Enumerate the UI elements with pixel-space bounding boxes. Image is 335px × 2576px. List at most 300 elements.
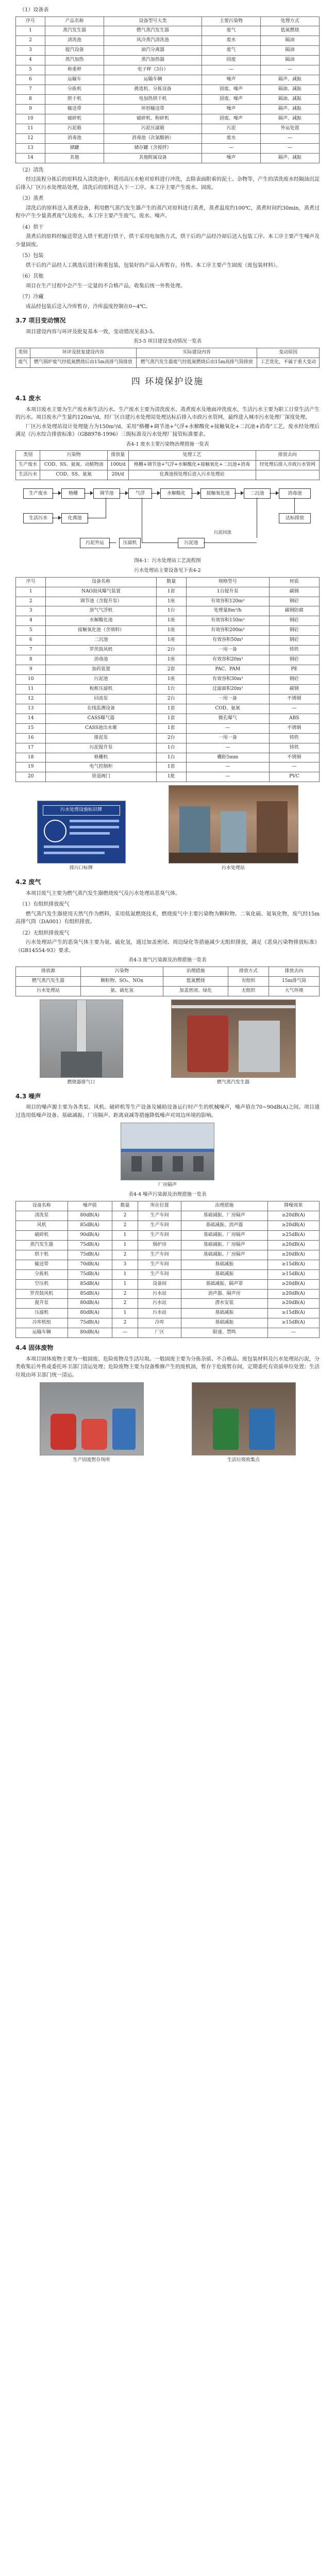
- exhaust-cell: 大气环境: [269, 986, 319, 996]
- noise-cell: 清洗泵: [16, 1211, 68, 1221]
- exhaust-header-1: 污染物: [81, 967, 163, 977]
- treatment-equipment-cell: 钢砼: [269, 616, 319, 626]
- noise-cell: 生产车间: [138, 1260, 181, 1269]
- domestic-waste-caption: 生活垃圾收集点: [227, 1458, 260, 1463]
- noise-row: [16, 1289, 320, 1299]
- equipment-table-wrap: [15, 16, 320, 163]
- noise-cell: 厂区: [138, 1328, 181, 1338]
- treatment-equipment-cell: 有效容积120m³: [186, 597, 269, 606]
- exhaust-cell: 燃气蒸汽发生器: [16, 977, 81, 987]
- flow-disinfect: 消毒池: [279, 488, 311, 499]
- treatment-equipment-cell: 接触氧化池（含填料）: [46, 626, 156, 636]
- treatment-equipment-cell: 栅距5mm: [186, 753, 269, 762]
- factory-building-photo: [121, 1123, 214, 1180]
- noise-cell: 空压机: [16, 1279, 68, 1289]
- treatment-equipment-cell: CASS池出水堰: [46, 723, 156, 733]
- treatment-equipment-row: [16, 743, 320, 753]
- equipment-cell: 其他附属设备: [104, 153, 202, 163]
- equipment-cell: —: [260, 65, 319, 75]
- treatment-equipment-row: [16, 753, 320, 762]
- exhaust-cell: 低氮燃烧: [163, 977, 228, 987]
- treatment-equipment-cell: 1套: [156, 714, 186, 723]
- noise-cell: 80dB(A): [68, 1328, 112, 1338]
- treatment-equipment-cell: 14: [16, 714, 46, 723]
- equipment-cell: 14: [16, 153, 45, 163]
- noise-cell: 80dB(A): [68, 1299, 112, 1309]
- noise-cell: 生产车间: [138, 1269, 181, 1279]
- equipment-cell: 输送带: [45, 104, 104, 114]
- treatment-equipment-row: [16, 704, 320, 714]
- treatment-equipment-row: [16, 606, 320, 616]
- treatment-equipment-cell: 有效容积50m³: [186, 636, 269, 646]
- noise-cell: 2: [112, 1318, 138, 1328]
- treatment-equipment-cell: 17: [16, 743, 46, 753]
- noise-cell: 基础减振、厂房隔声: [181, 1211, 268, 1221]
- equipment-cell: 隔油、减振: [260, 85, 319, 95]
- exhaust-cell: 污水处理站: [16, 986, 81, 996]
- noise-cell: 污水站: [138, 1289, 181, 1299]
- equipment-cell: 低氮燃烧: [260, 26, 319, 36]
- noise-cell: 80dB(A): [68, 1309, 112, 1318]
- wastewater-cell: [256, 470, 319, 480]
- treatment-equipment-cell: —: [186, 762, 269, 772]
- noise-cell: 基础减振、隔声罩: [181, 1279, 268, 1289]
- treatment-equipment-cell: 一用一备: [186, 646, 269, 655]
- treatment-equipment-cell: 20: [16, 772, 46, 782]
- equipment-cell: 蒸汽加热: [45, 56, 104, 65]
- equipment-heading: （1）设备表: [20, 7, 49, 13]
- flow-domestic: 生活污水: [23, 513, 53, 523]
- equipment-cell: 消毒池（次氯酸钠）: [104, 133, 202, 143]
- flow-reflux-label: 污泥回流: [214, 530, 232, 536]
- burner-caption: 燃烧器排气口: [67, 1079, 95, 1085]
- noise-cell: 2: [112, 1289, 138, 1299]
- equipment-cell: 5: [16, 65, 45, 75]
- treatment-equipment-cell: NAO鼓风曝气装置: [46, 587, 156, 597]
- equipment-row: [16, 56, 320, 65]
- treatment-equipment-row: [16, 636, 320, 646]
- noise-cell: 冷库机组: [16, 1318, 68, 1328]
- equipment-cell: 风冷蒸汽清洗池: [104, 36, 202, 46]
- treatment-equipment-row: [16, 587, 320, 597]
- solid-waste-photos: [15, 1382, 320, 1464]
- noise-row: [16, 1299, 320, 1309]
- equipment-cell: 固废、噪声: [202, 85, 260, 95]
- equipment-cell: 隔油: [260, 46, 319, 56]
- exhaust-para-1: 本项目废气主要为燃气蒸汽发生器燃烧废气及污水处理站恶臭气体。: [26, 890, 180, 896]
- treatment-equipment-cell: 处理量8m³/h: [186, 606, 269, 616]
- equipment-cell: 6: [16, 75, 45, 85]
- noise-cell: ≥15dB(A): [267, 1260, 319, 1269]
- treatment-equipment-cell: 12: [16, 694, 46, 704]
- treatment-equipment-cell: 1套: [156, 723, 186, 733]
- noise-cell: 输送带: [16, 1260, 68, 1269]
- noise-row: [16, 1309, 320, 1318]
- flow-oxid: 接触氧化池: [200, 488, 236, 499]
- flow-grille: 格栅: [61, 488, 85, 499]
- equipment-cell: 隔油: [260, 36, 319, 46]
- exhaust-sub-1: （1）有组织排放废气: [20, 902, 70, 908]
- equipment-row: [16, 26, 320, 36]
- equipment-cell: 9: [16, 104, 45, 114]
- flow-caption: 图4-1：污水处理站工艺流程图: [134, 558, 201, 564]
- sign-text: 污水处理设施标识牌: [43, 805, 120, 816]
- wastewater-flow-diagram: [23, 483, 312, 555]
- equipment-row: [16, 114, 320, 124]
- equipment-row: [16, 65, 320, 75]
- exhaust-cell: 氨、硫化氢: [81, 986, 163, 996]
- treatment-equipment-row: [16, 646, 320, 655]
- noise-cell: ≥20dB(A): [267, 1289, 319, 1299]
- treatment-equipment-cell: 不锈钢: [269, 694, 319, 704]
- equipment-cell: 隔油、减振: [260, 95, 319, 105]
- exhaust-photos: [15, 999, 320, 1087]
- noise-cell: ≥20dB(A): [267, 1299, 319, 1309]
- treatment-equipment-cell: 碳钢: [269, 684, 319, 694]
- treatment-equipment-cell: 在线监测设备: [46, 704, 156, 714]
- equipment-cell: 固废、噪声: [202, 114, 260, 124]
- treatment-equipment-cell: 1台: [156, 606, 186, 616]
- treatment-equipment-cell: 碳钢: [269, 587, 319, 597]
- treatment-station-photo: [169, 785, 298, 863]
- equipment-row: [16, 104, 320, 114]
- treatment-equipment-cell: PE: [269, 665, 319, 675]
- noise-cell: ≥20dB(A): [267, 1240, 319, 1250]
- treatment-equipment-cell: 污泥提升泵: [46, 743, 156, 753]
- treatment-equipment-cell: 碳钢防腐: [269, 606, 319, 616]
- noise-cell: 分拣机: [16, 1269, 68, 1279]
- process-note-text: 烘干后的产品经人工挑选后进行称重包装，包装好的产品入库暂存，待售。本工序主要产生固废（废包装材料）。: [26, 262, 281, 268]
- change-row: [16, 358, 320, 367]
- process-note-heading: （6）其他: [20, 274, 44, 280]
- treatment-equipment-cell: 钢砼: [269, 626, 319, 636]
- process-note-text: 蒸煮后的原料经输送带送入烘干机进行烘干，烘干采用电加热方式，烘干后的产品经冷却后送入包装工序。本工序主要产生噪声及少量固废。: [15, 234, 320, 248]
- change-table: [15, 348, 320, 368]
- treatment-equipment-cell: 回流泵: [46, 694, 156, 704]
- equipment-cell: 3: [16, 46, 45, 56]
- equipment-table: [15, 16, 320, 163]
- equip-caption: 污水处理站主要设备见下表4-2: [134, 567, 201, 573]
- noise-row: [16, 1269, 320, 1279]
- treatment-equipment-cell: 1座: [156, 655, 186, 665]
- treatment-equipment-row: [16, 714, 320, 723]
- exhaust-cell: 加盖密闭、绿化: [163, 986, 228, 996]
- wastewater-cell: 化粪池预处理后进入污水处理站: [128, 470, 256, 480]
- noise-cell: 85dB(A): [68, 1279, 112, 1289]
- section-3-7-title: 3.7 项目变动情况: [15, 317, 66, 325]
- treatment-equipment-cell: ABS: [269, 714, 319, 723]
- treatment-equipment-cell: 有效容积30m³: [186, 675, 269, 685]
- equipment-cell: 废水: [202, 36, 260, 46]
- treatment-equipment-cell: 不锈钢: [269, 723, 319, 733]
- treatment-equipment-cell: 3: [16, 606, 46, 616]
- equipment-cell: 储存罐（含搅拌）: [104, 143, 202, 153]
- section-4-2-title: 4.2 废气: [15, 878, 41, 886]
- flow-septic: 化粪池: [61, 513, 88, 523]
- treatment-equipment-table: [15, 577, 320, 783]
- burner-exhaust-photo: [40, 999, 123, 1078]
- noise-cell: 2: [112, 1221, 138, 1230]
- noise-cell: 85dB(A): [68, 1289, 112, 1299]
- treatment-equipment-cell: 一用一备: [186, 733, 269, 743]
- change-cell: 工艺优化，不属于重大变动: [257, 358, 320, 367]
- noise-cell: ≥20dB(A): [267, 1279, 319, 1289]
- treatment-equipment-cell: 1台: [156, 684, 186, 694]
- treatment-equipment-cell: 1套: [156, 762, 186, 772]
- noise-cell: 提升泵: [16, 1299, 68, 1309]
- noise-cell: 冷库: [138, 1318, 181, 1328]
- change-cell: 燃气锅炉废气经低氮燃烧后由15m高排气筒排放: [30, 358, 136, 367]
- treatment-equipment-cell: 微孔曝气: [186, 714, 269, 723]
- equipment-cell: 其他: [45, 153, 104, 163]
- process-note-heading: （2）清洗: [20, 167, 44, 173]
- exhaust-cell: 15m排气筒: [269, 977, 319, 987]
- flow-settle: 二沉池: [244, 488, 271, 499]
- treatment-equipment-cell: 2台: [156, 733, 186, 743]
- equipment-cell: 隔声、减振: [260, 75, 319, 85]
- noise-row: [16, 1221, 320, 1230]
- noise-cell: 85dB(A): [68, 1221, 112, 1230]
- equipment-row: [16, 143, 320, 153]
- noise-cell: 90dB(A): [68, 1230, 112, 1240]
- noise-cell: 罗茨鼓风机: [16, 1289, 68, 1299]
- treatment-equipment-cell: 加药装置: [46, 665, 156, 675]
- change-cell: 燃气蒸汽发生器废气经低氮燃烧后由15m高排气筒排放: [137, 358, 257, 367]
- treatment-equipment-cell: 1座: [156, 597, 186, 606]
- equipment-cell: —: [260, 143, 319, 153]
- production-waste-photo: [40, 1382, 144, 1455]
- noise-cell: 破碎机: [16, 1230, 68, 1240]
- noise-header-0: 设备名称: [16, 1201, 68, 1211]
- noise-cell: 基础减振: [181, 1318, 268, 1328]
- noise-cell: 锅炉房: [138, 1240, 181, 1250]
- treatment-equipment-cell: 1: [16, 587, 46, 597]
- equipment-row: [16, 133, 320, 143]
- equipment-cell: 消毒池: [45, 133, 104, 143]
- noise-cell: 风机: [16, 1221, 68, 1230]
- process-note-text: 成品经包装后送入冷库暂存，冷库温度控制在0~4℃。: [26, 303, 151, 310]
- noise-row: [16, 1318, 320, 1328]
- treatment-equipment-cell: PAC、PAM: [186, 665, 269, 675]
- wastewater-header-2: 排放量: [107, 451, 128, 461]
- treatment-equipment-cell: 过滤面积20m²: [186, 684, 269, 694]
- change-cell: 废气: [16, 358, 30, 367]
- equipment-cell: 清洗池: [45, 36, 104, 46]
- treatment-equipment-cell: 管道阀门: [46, 772, 156, 782]
- exhaust-sub-2: （2）无组织排放废气: [20, 930, 70, 936]
- noise-header-4: 治理措施: [181, 1201, 268, 1211]
- noise-cell: 基础减振、消声器: [181, 1221, 268, 1230]
- process-note-text: 经过流程分拣后的原料投入清洗池中，利用高压水枪对原料进行冲洗，去除表面附着的泥土、杂物等，产生的清洗废水经隔油沉淀后排入厂区污水处理站处理，清洗后的原料送入下一工序。本工序主要产生废水、固废。: [15, 177, 320, 191]
- treatment-equipment-cell: 1批: [156, 772, 186, 782]
- treatment-equipment-cell: 板框压滤机: [46, 684, 156, 694]
- equipment-row: [16, 85, 320, 95]
- treatment-equipment-cell: 铸铁: [269, 743, 319, 753]
- noise-cell: 1: [112, 1240, 138, 1250]
- noise-cell: 烘干机: [16, 1250, 68, 1260]
- wastewater-cell: 100t/d: [107, 461, 128, 470]
- treatment-equipment-cell: 有效容积200m³: [186, 626, 269, 636]
- equipment-row: [16, 46, 320, 56]
- process-note-heading: （7）冷藏: [20, 294, 44, 300]
- equipment-cell: 废气: [202, 46, 260, 56]
- equipment-header-3: 主要污染物: [202, 16, 260, 26]
- noise-cell: 基础减振、厂房隔声: [181, 1240, 268, 1250]
- noise-cell: 生产车间: [138, 1250, 181, 1260]
- treatment-equipment-cell: 10: [16, 675, 46, 685]
- noise-cell: 设备间: [138, 1279, 181, 1289]
- noise-cell: 污水站: [138, 1299, 181, 1309]
- treatment-equipment-cell: 15: [16, 723, 46, 733]
- equipment-header-1: 产品名称: [45, 16, 104, 26]
- exhaust-cell: 颗粒物、SO₂、NOx: [81, 977, 163, 987]
- noise-cell: 1: [112, 1269, 138, 1279]
- steam-generator-photo: [171, 999, 296, 1078]
- noise-cell: 80dB(A): [68, 1211, 112, 1221]
- wastewater-header-0: 类别: [16, 451, 40, 461]
- treatment-equipment-cell: COD、氨氮: [186, 704, 269, 714]
- equipment-cell: —: [202, 65, 260, 75]
- treatment-equipment-row: [16, 762, 320, 772]
- flow-float: 气浮: [128, 488, 152, 499]
- noise-row: [16, 1240, 320, 1250]
- exhaust-para-3: 污水处理站产生的恶臭气体主要为氨、硫化氢，通过加盖密闭、周边绿化等措施减少无组织排放，满足《恶臭污染物排放标准》（GB14554-93）要求。: [15, 940, 320, 954]
- equipment-cell: 污泥箱: [45, 124, 104, 133]
- wastewater-cell: COD、SS、氨氮、动植物油: [40, 461, 107, 470]
- exhaust-header-4: 排放去向: [269, 967, 319, 977]
- equipment-cell: 废气: [202, 26, 260, 36]
- equipment-cell: —: [202, 143, 260, 153]
- equipment-cell: 13: [16, 143, 45, 153]
- exhaust-header-0: 排放源: [16, 967, 81, 977]
- change-header-0: 类别: [16, 348, 30, 358]
- equipment-cell: 10: [16, 114, 45, 124]
- table-3-5-caption: 表3-5 项目建设变动情况一览表: [133, 338, 202, 345]
- treatment-equipment-cell: 19: [16, 762, 46, 772]
- noise-header-3: 所在位置: [138, 1201, 181, 1211]
- treatment-equipment-cell: 有效容积150m³: [186, 616, 269, 626]
- noise-row: [16, 1328, 320, 1338]
- treatment-equipment-cell: 1台: [156, 753, 186, 762]
- flow-sludge: 污泥池: [178, 538, 205, 548]
- equipment-cell: 提汽设备: [45, 46, 104, 56]
- treatment-equipment-cell: 电气控制柜: [46, 762, 156, 772]
- treatment-equipment-header-2: 数量: [156, 577, 186, 587]
- noise-header-5: 降噪效果: [267, 1201, 319, 1211]
- noise-header-1: 噪声值: [68, 1201, 112, 1211]
- noise-cell: 70dB(A): [68, 1260, 112, 1269]
- treatment-equipment-cell: 2台: [156, 646, 186, 655]
- treatment-equipment-cell: 钢砼: [269, 636, 319, 646]
- equipment-cell: 电子秤（3台）: [104, 65, 202, 75]
- equipment-header-0: 序号: [16, 16, 45, 26]
- equipment-cell: 运输车: [45, 75, 104, 85]
- equipment-cell: 污泥压滤箱: [104, 124, 202, 133]
- treatment-equipment-cell: 污泥池: [46, 675, 156, 685]
- noise-para-1: 项目的噪声源主要为各类泵、风机、破碎机等生产设备及辅助设备运行时产生的机械噪声，噪声值在70~90dB(A)之间。项目通过选用低噪声设备、基础减振、厂房隔声、距离衰减等措施降低噪声对周边环境的影响。: [15, 1105, 320, 1118]
- treatment-equipment-cell: 7: [16, 646, 46, 655]
- treatment-equipment-cell: 铸铁: [269, 733, 319, 743]
- treatment-equipment-row: [16, 684, 320, 694]
- equipment-cell: 燃气蒸汽发生器: [104, 26, 202, 36]
- table-4-3-caption: 表4-3 废气污染源及治理措施一览表: [128, 957, 207, 963]
- exhaust-row: [16, 977, 320, 987]
- treatment-equipment-cell: 8: [16, 655, 46, 665]
- noise-cell: 生产车间: [138, 1221, 181, 1230]
- treatment-equipment-cell: 2: [16, 597, 46, 606]
- process-note-text: 项目在生产过程中会产生一定量的不合格产品，收集后统一外售处理。: [26, 283, 186, 289]
- generator-caption: 燃气蒸汽发生器: [216, 1079, 249, 1085]
- noise-cell: —: [112, 1328, 138, 1338]
- exhaust-header-2: 治理措施: [163, 967, 228, 977]
- treatment-equipment-cell: 16: [16, 733, 46, 743]
- change-header-3: 变动原因: [257, 348, 320, 358]
- wastewater-cell: 20t/d: [107, 470, 128, 480]
- equipment-cell: 噪声: [202, 75, 260, 85]
- treatment-equipment-cell: 9: [16, 665, 46, 675]
- equipment-cell: 蒸汽加热器: [104, 56, 202, 65]
- equipment-row: [16, 124, 320, 133]
- building-caption: 厂房隔声: [158, 1182, 177, 1188]
- treatment-equipment-cell: 罗茨鼓风机: [46, 646, 156, 655]
- chapter-4-title: 四 环境保护设施: [131, 376, 204, 387]
- noise-cell: 1: [112, 1230, 138, 1240]
- equipment-header-2: 设备型号大类: [104, 16, 202, 26]
- noise-cell: 75dB(A): [68, 1318, 112, 1328]
- noise-cell: 2: [112, 1299, 138, 1309]
- equipment-cell: 称重秤: [45, 65, 104, 75]
- equipment-cell: 外运处置: [260, 124, 319, 133]
- station-caption: 污水处理站: [221, 866, 245, 871]
- section-4-3-title: 4.3 噪声: [15, 1092, 41, 1100]
- wastewater-para-1: 本项目废水主要为生产废水和生活污水。生产废水主要为清洗废水、蒸煮废水及地面冲洗废水，生活污水主要为职工日常生活产生的污水。项目废水产生量约120m³/d，经厂区自建污水处理站处理达标后排入市政污水管网，最终进入城市污水处理厂深度处理。: [15, 406, 320, 421]
- wastewater-row: [16, 461, 320, 470]
- treatment-equipment-row: [16, 665, 320, 675]
- equipment-cell: 污泥: [202, 124, 260, 133]
- treatment-equipment-cell: 钢砼: [269, 597, 319, 606]
- noise-cell: ≥15dB(A): [267, 1269, 319, 1279]
- exhaust-cell: 无组织: [228, 986, 269, 996]
- change-header-2: 实际建设内容: [137, 348, 257, 358]
- equipment-header-4: 处理方式: [260, 16, 319, 26]
- treatment-equipment-header-3: 规格型号: [186, 577, 269, 587]
- equipment-row: [16, 36, 320, 46]
- wastewater-cell: 经处理后排入市政污水管网: [256, 461, 319, 470]
- noise-cell: 1: [112, 1279, 138, 1289]
- equipment-row: [16, 153, 320, 163]
- treatment-equipment-cell: 18: [16, 753, 46, 762]
- equipment-row: [16, 95, 320, 105]
- treatment-equipment-cell: 2台: [156, 694, 186, 704]
- noise-cell: ≥15dB(A): [267, 1309, 319, 1318]
- equipment-cell: —: [260, 133, 319, 143]
- equipment-cell: 隔声、减振: [260, 104, 319, 114]
- solid-waste-para-1: 本项目固体废物主要为一般固废、危险废物及生活垃圾。一般固废主要为分拣杂质、不合格品、废包装材料及污水处理站污泥，分类收集后外售或委托环卫部门清运处理；危险废物主要为设备维修产生的废机油，暂存于危废暂存间，定期委托有资质单位处置；生活垃圾由环卫部门统一清运。: [15, 1356, 320, 1378]
- treatment-equipment-cell: 铸铁: [269, 646, 319, 655]
- treatment-equipment-cell: 6: [16, 636, 46, 646]
- table-4-1-caption: 表4-1 废水主要污染物治理措施一览表: [126, 441, 209, 447]
- wastewater-photos: [15, 785, 320, 872]
- equipment-cell: 隔油: [260, 56, 319, 65]
- change-header-1: 环评及批复建设内容: [30, 348, 136, 358]
- treatment-equipment-cell: 1套: [156, 704, 186, 714]
- noise-cell: ≥20dB(A): [267, 1221, 319, 1230]
- process-notes: [15, 166, 320, 311]
- equipment-cell: 隔声、减振: [260, 114, 319, 124]
- noise-row: [16, 1230, 320, 1240]
- treatment-equipment-cell: 格栅机: [46, 753, 156, 762]
- treatment-equipment-row: [16, 597, 320, 606]
